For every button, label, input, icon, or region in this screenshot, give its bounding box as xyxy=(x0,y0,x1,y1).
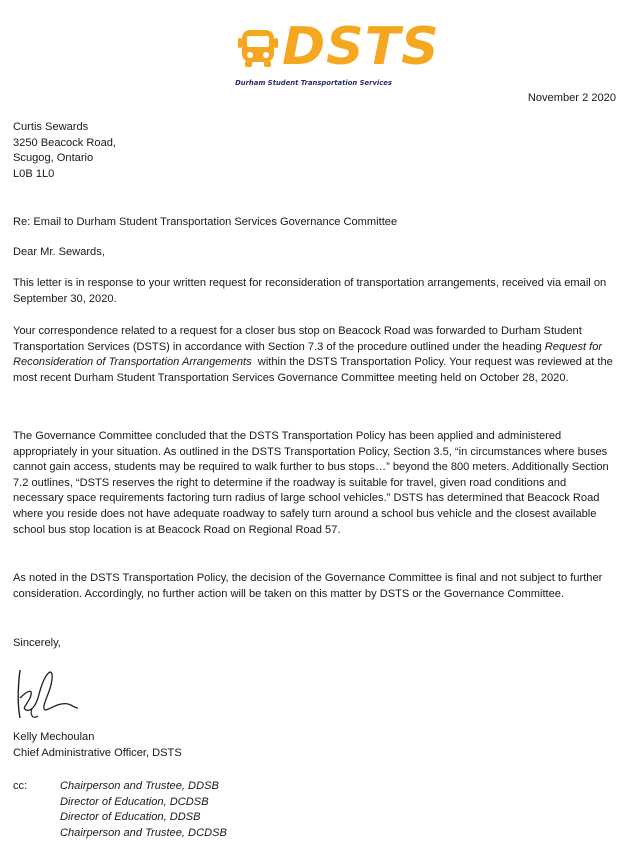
cc-list xyxy=(60,779,227,841)
cc-recipient: Chairperson and Trustee, DDSB xyxy=(60,780,219,792)
cc-recipient: Director of Education, DCDSB xyxy=(60,795,209,808)
policy-heading-reference: Request for Reconsideration of Transportation Arrangements xyxy=(13,340,603,369)
signer-block xyxy=(13,730,613,761)
cc-recipient: Chairperson and Trustee, DCDSB xyxy=(60,826,227,839)
closing: Sincerely, xyxy=(13,637,61,649)
paragraph-correspondence-text-end: within the DSTS Transportation Policy. Your request was reviewed at the most recent Durham Student Transportation Services Governance Committee meeting held on October 28, 2020. xyxy=(13,356,616,384)
handwritten-signature xyxy=(12,664,82,726)
recipient-city: Scugog, Ontario xyxy=(13,152,94,165)
signer-title: Chief Administrative Officer, DSTS xyxy=(13,746,182,759)
logo-wordmark: DSTS xyxy=(282,17,440,77)
signer-name: Kelly Mechoulan xyxy=(13,731,95,743)
recipient-address xyxy=(13,120,613,182)
greeting: Dear Mr. Sewards, xyxy=(13,246,105,258)
recipient-street: 3250 Beacock Road, xyxy=(13,136,116,149)
paragraph-final-decision: As noted in the DSTS Transportation Policy, the decision of the Governance Committee is final and not subject to further consideration. Accordingly, no further action will be taken on this matter by DSTS or the Governance Committee. xyxy=(13,572,603,600)
school-bus-icon xyxy=(234,24,282,72)
logo-subtitle: Durham Student Transportation Services xyxy=(235,79,392,87)
recipient-postal: L0B 1L0 xyxy=(13,167,55,180)
paragraph-response: This letter is in response to your written request for reconsideration of transportation arrangements, received via email on September 30, 2020. xyxy=(13,277,607,305)
letter-date: November 2 2020 xyxy=(527,92,616,104)
recipient-name: Curtis Sewards xyxy=(13,121,89,133)
paragraph-correspondence xyxy=(13,324,616,386)
paragraph-committee-decision: The Governance Committee concluded that the DSTS Transportation Policy has been applied and administered appropriately in your situation. As outlined in the DSTS Transportation Policy, Section 3.5, “in circumstances where buses cannot gain access, students may be required to walk further to bus stops…” beyond the 800 meters. Additionally Section 7.2 outlines, “DSTS reserves the right to determine if the roadway is suitable for travel, given road conditions and necessary space requirements factoring turn radius of large school vehicles.” DSTS has determined that Beacock Road where you reside does not have adequate roadway to safely turn around a school bus vehicle and the closest available school bus stop location is at Beacock Road on Regional Road 57. xyxy=(13,430,609,536)
subject-line: Re: Email to Durham Student Transportation Services Governance Committee xyxy=(13,216,398,228)
cc-label: cc: xyxy=(13,780,28,792)
paragraph-correspondence-text: Your correspondence related to a request for a closer bus stop on Beacock Road was forwarded to Durham Student Transportation Services (DSTS) in accordance with Section 7.3 of the procedure outlined under the heading xyxy=(13,325,582,353)
cc-recipient: Director of Education, DDSB xyxy=(60,811,201,824)
